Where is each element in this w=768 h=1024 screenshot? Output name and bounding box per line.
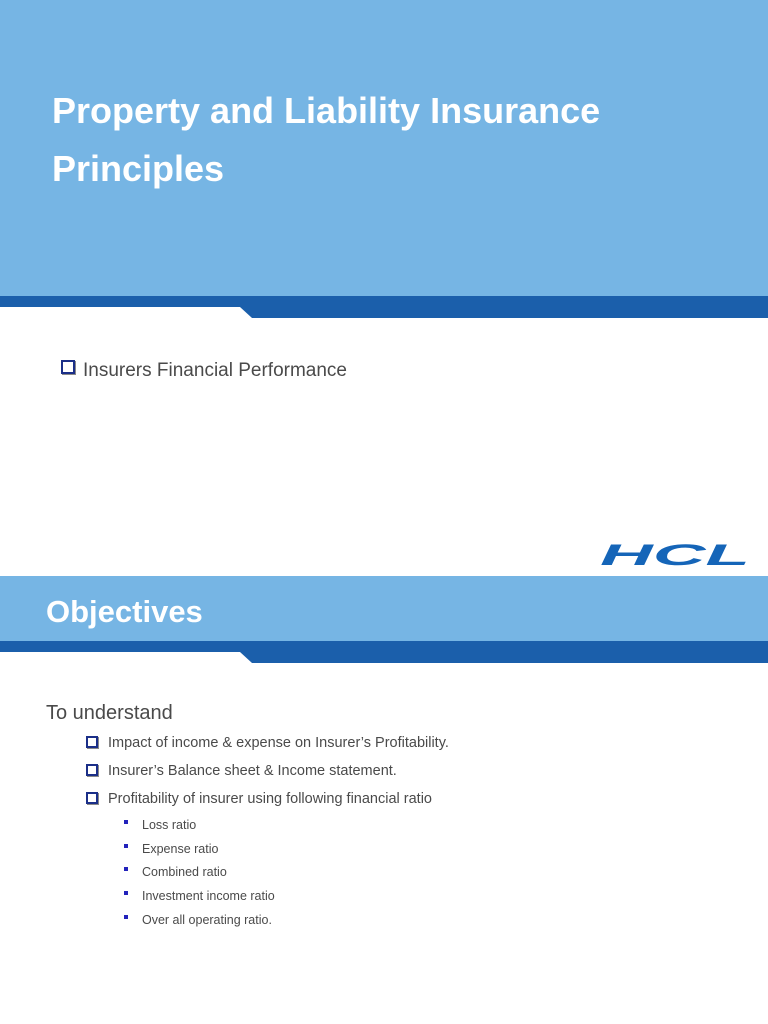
square-bullet-icon <box>86 736 98 748</box>
square-bullet-icon <box>61 360 75 374</box>
square-bullet-icon <box>86 764 98 776</box>
objective-item: Profitability of insurer using following financial ratio <box>108 791 432 807</box>
slide-title: Objectives <box>46 594 203 629</box>
small-square-bullet-icon <box>124 915 128 919</box>
intro-text: To understand <box>46 702 173 724</box>
ratio-item: Loss ratio <box>142 818 197 832</box>
objective-item: Insurer’s Balance sheet & Income statement. <box>108 763 397 779</box>
bullet-text: Insurers Financial Performance <box>83 360 347 381</box>
small-square-bullet-icon <box>124 867 128 871</box>
small-square-bullet-icon <box>124 844 128 848</box>
objective-item: Impact of income & expense on Insurer’s Profitability. <box>108 735 449 751</box>
ratio-item: Over all operating ratio. <box>142 913 272 927</box>
slide-title: Property and Liability Insurance Principles <box>52 90 601 189</box>
header-bottom-band <box>0 296 768 318</box>
ratio-item: Expense ratio <box>142 842 219 856</box>
hcl-logo <box>598 540 754 568</box>
small-square-bullet-icon <box>124 820 128 824</box>
logo-text: HCL <box>600 540 750 568</box>
small-square-bullet-icon <box>124 891 128 895</box>
header-bottom-band <box>0 641 768 663</box>
ratio-item: Combined ratio <box>142 865 227 879</box>
square-bullet-icon <box>86 792 98 804</box>
objectives-slide <box>0 576 768 1024</box>
ratio-item: Investment income ratio <box>142 889 275 903</box>
